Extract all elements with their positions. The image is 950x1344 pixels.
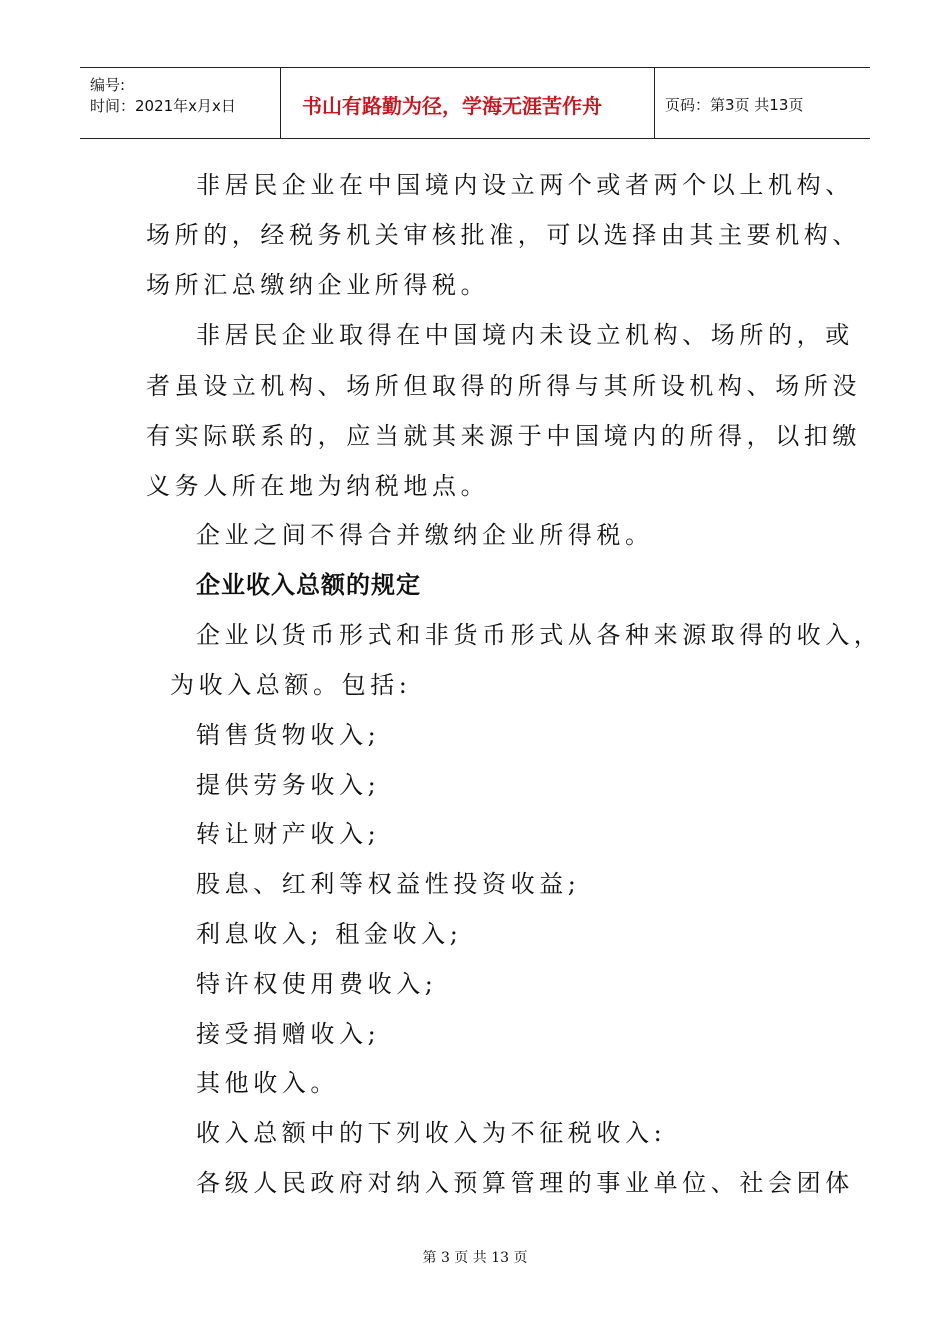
list-item: 其他收入。 (196, 1069, 339, 1097)
list-item: 销售货物收入; (196, 721, 381, 749)
page-header (80, 67, 870, 139)
section-heading: 企业收入总额的规定 (196, 571, 421, 599)
list-item: 股息、红利等权益性投资收益; (196, 870, 581, 898)
list-item: 利息收入; 租金收入; (196, 920, 463, 948)
motto-text: 书山有路勤为径，学海无涯苦作舟 (302, 94, 602, 118)
paragraph-line: 各级人民政府对纳入预算管理的事业单位、社会团体 (196, 1169, 854, 1197)
page-footer: 第 3 页 共 13 页 (422, 1250, 528, 1266)
number-label: 编号: (90, 76, 126, 94)
header-page-cell (655, 68, 870, 138)
list-item: 提供劳务收入; (196, 771, 381, 799)
paragraph-line: 场所汇总缴纳企业所得税。 (146, 271, 490, 299)
paragraph-line: 非居民企业在中国境内设立两个或者两个以上机构、 (196, 171, 854, 199)
paragraph-line: 企业以货币形式和非货币形式从各种来源取得的收入， (196, 621, 883, 649)
list-item: 接受捐赠收入; (196, 1020, 381, 1048)
header-motto-cell (280, 68, 655, 138)
header-left-cell (80, 68, 281, 138)
list-item: 特许权使用费收入; (196, 970, 438, 998)
paragraph-line: 收入总额中的下列收入为不征税收入: (196, 1119, 667, 1147)
time-label: 时间：2021年x月x日 (90, 97, 236, 115)
paragraph-line: 义务人所在地为纳税地点。 (146, 472, 490, 500)
paragraph-line: 者虽设立机构、场所但取得的所得与其所设机构、场所没 (146, 372, 861, 400)
page-code: 页码：第3页 共13页 (665, 96, 804, 114)
paragraph-line: 场所的，经税务机关审核批准，可以选择由其主要机构、 (146, 221, 861, 249)
paragraph-line: 有实际联系的，应当就其来源于中国境内的所得，以扣缴 (146, 422, 861, 450)
list-item: 转让财产收入; (196, 820, 381, 848)
paragraph-line: 企业之间不得合并缴纳企业所得税。 (196, 521, 654, 549)
paragraph-line: 为收入总额。包括: (170, 671, 412, 699)
paragraph-line: 非居民企业取得在中国境内未设立机构、场所的，或 (196, 321, 854, 349)
